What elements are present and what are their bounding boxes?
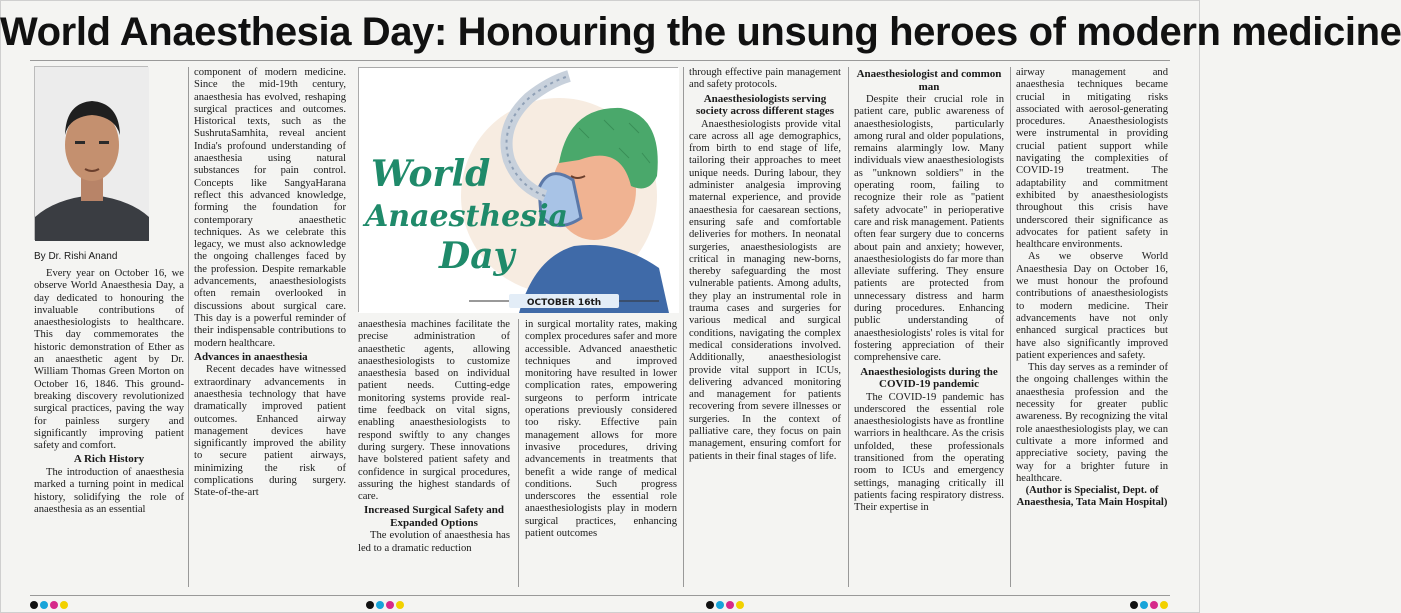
date-banner-text: OCTOBER 16th: [526, 298, 602, 308]
column-divider: [518, 319, 519, 587]
column-divider: [848, 67, 849, 587]
section-heading-safety: Increased Surgical Safety and Expanded Options: [363, 504, 505, 529]
column-7: [1016, 67, 1168, 510]
column-divider: [188, 67, 189, 587]
column-5: [689, 67, 841, 463]
column-2: [194, 67, 346, 500]
conclusion-paragraph: As we observe World Anaesthesia Day on October 16, we must honour the profound contributions of anaesthesiologists to modern medicine. Their advancements have not only enhanced surgical practices but have also significantly improved patient experiences and safety.: [1016, 251, 1168, 361]
history-paragraph: The introduction of anaesthesia marked a turning point in medical history, solidifying the role of anaesthesia as an essential: [34, 466, 184, 515]
author-credit: (Author is Specialist, Dept. of Anaesthesia, Tata Main Hospital): [1016, 485, 1168, 509]
common-man-paragraph: Despite their crucial role in patient care, public awareness of anaesthesiologists, particularly among rural and older populations, remains alarmingly low. Many individuals view anaesthesiologists as "unknown soldiers" in the operating room, failing to recognize their role as "patient safety advocate" in perioperative care and risk management. Patients often fear surgery due to concerns about pain and anxiety; however, anaesthesiologists do far more than alleviate suffering. They ensure patients are protected from unnecessary distress and harm during procedures. Enhancing public understanding of anaesthesiologists' roles is vital for fostering appreciation of their comprehensive care.: [854, 94, 1004, 364]
advances-continued-paragraph: anaesthesia machines facilitate the precise administration of anaesthetic agents, allowing anaesthesiologists to customize anaesthesia based on individual patient needs. Cutting-edge monitoring systems provide real-time feedback on vital signs, enabling anaesthesiologists to respond swiftly to any changes during surgery. These innovations have bolstered patient safety and confidence in surgical procedures, assuring the highest standards of care.: [358, 319, 510, 503]
column-divider: [1010, 67, 1011, 587]
registration-marks: [706, 601, 744, 609]
covid-paragraph: The COVID-19 pandemic has underscored the essential role anaesthesiologists have as frontline warriors in healthcare. As the crisis unfolded, these professionals transitioned from the operating room to ICUs and emergency settings, managing critically ill patients facing respiratory distress. Their expertise in: [854, 391, 1004, 514]
section-heading-serving-society: Anaesthesiologists serving society across different stages: [696, 92, 834, 118]
column-6: [854, 67, 1004, 515]
bottom-divider: [30, 595, 1170, 596]
column-divider: [683, 67, 684, 587]
safety-paragraph: The evolution of anaesthesia has led to a dramatic reduction: [358, 530, 510, 554]
intro-paragraph: Every year on October 16, we observe World Anaesthesia Day, a day dedicated to honouring the invaluable contributions of anaesthesiologists to healthcare. This day commemorates the historic demonstration of Ether as an anaesthetic agent by Dr. William Thomas Green Morton on October 16, 1846. This ground-breaking discovery revolutionized surgical practices, paving the way for painless surgery and significantly improving patient safety and comfort.: [34, 268, 184, 452]
registration-marks: [1130, 601, 1168, 609]
registration-marks: [30, 601, 68, 609]
byline: By Dr. Rishi Anand: [34, 251, 118, 262]
column-4: [525, 319, 677, 540]
illustration-title-line2: Anaesthesia: [365, 199, 568, 234]
author-portrait-graphic: [35, 67, 149, 241]
registration-marks: [366, 601, 404, 609]
history-continued-paragraph: component of modern medicine. Since the mid-19th century, anaesthesia has evolved, reshaping surgical practices and outcomes. Historical texts, such as the SushrutaSamhita, reveal ancient India's profound understanding of anaesthesia using natural substances for pain control. Concepts like SangyaHarana reflect this advanced knowledge, forming the foundation for contemporary anaesthetic techniques. As we celebrate this legacy, we must also acknowledge the ongoing challenges faced by the profession. Despite remarkable advancements, anaesthesiologists often remain overlooked in discussions about surgical care. This day is a powerful reminder of their indispensable contributions to modern healthcare.: [194, 67, 346, 349]
advances-paragraph: Recent decades have witnessed extraordinary advancements in anaesthesia technology that have dramatically improved patient outcomes. Enhanced airway management devices have significantly improved the ability to secure patient airways, minimizing the risk of complications during surgery. State-of-the-art: [194, 364, 346, 499]
illustration-title-line3: Day: [439, 235, 515, 277]
illustration-title-line1: World: [371, 153, 491, 195]
section-heading-history: A Rich History: [73, 453, 145, 466]
section-heading-advances: Advances in anaesthesia: [194, 350, 308, 363]
covid-continued-paragraph: airway management and anaesthesia techniques became crucial in mitigating risks associated with aerosol-generating procedures. Anaesthesiologists were instrumental in providing crucial patient support while navigating the complexities of COVID-19 treatment. The adaptability and commitment exhibited by anaesthesiologists throughout this crisis have underscored their significance as advocates for patient safety in healthcare environments.: [1016, 67, 1168, 251]
section-heading-common-man: Anaesthesiologist and common man: [856, 68, 1002, 93]
safety-conclusion-paragraph: through effective pain management and safety protocols.: [689, 67, 841, 91]
world-anaesthesia-day-illustration: [358, 67, 678, 312]
author-photo: [34, 66, 148, 240]
closing-paragraph: This day serves as a reminder of the ongoing challenges within the anaesthesia profession and the necessity for greater public awareness. By recognizing the vital role anaesthesiologists play, we can cultivate a more informed and appreciative society, paving the way for a brighter future in healthcare.: [1016, 362, 1168, 484]
safety-continued-paragraph: in surgical mortality rates, making complex procedures safer and more accessible. Advanced anaesthetic techniques and improved monitoring have resulted in lower complication rates, empowering surgeons to perform intricate operations previously considered too risky. Effective pain management allows for more invasive procedures, driving advancements in treatments that benefit a wide range of medical conditions. Such progress underscores the essential role anaesthesiologists play in modern surgical practices, enhancing patient outcomes: [525, 319, 677, 540]
top-divider: [30, 60, 1170, 61]
page-title: World Anaesthesia Day: Honouring the unsung heroes of modern medicine: [0, 10, 1401, 54]
column-1: [34, 268, 184, 516]
column-3: [358, 319, 510, 555]
section-heading-covid: Anaesthesiologists during the COVID-19 pandemic: [860, 365, 998, 391]
serving-society-paragraph: Anaesthesiologists provide vital care across all age demographics, from birth to end stage of life, tailoring their approaches to meet unique needs. During labour, they administer analgesia improving maternal experience, and provide anaesthesia for caesarean sections, ensuring safe and comfortable deliveries for mothers. In neonatal surgeries, anaesthesiologists are critical in managing new-borns, thereby safeguarding the most vulnerable patients. Among adults, they play an instrumental role in trauma cases and surgeries for various medical and surgical conditions, navigating the complex medical considerations involved. Additionally, anaesthesiologist provide vital support in ICUs, delivering advanced monitoring and management for patients recovering from severe illnesses or surgeries. In the context of palliative care, they focus on pain management, ensuring comfort for patients in their final stages of life.: [689, 118, 841, 462]
illustration-graphic: [359, 68, 679, 313]
